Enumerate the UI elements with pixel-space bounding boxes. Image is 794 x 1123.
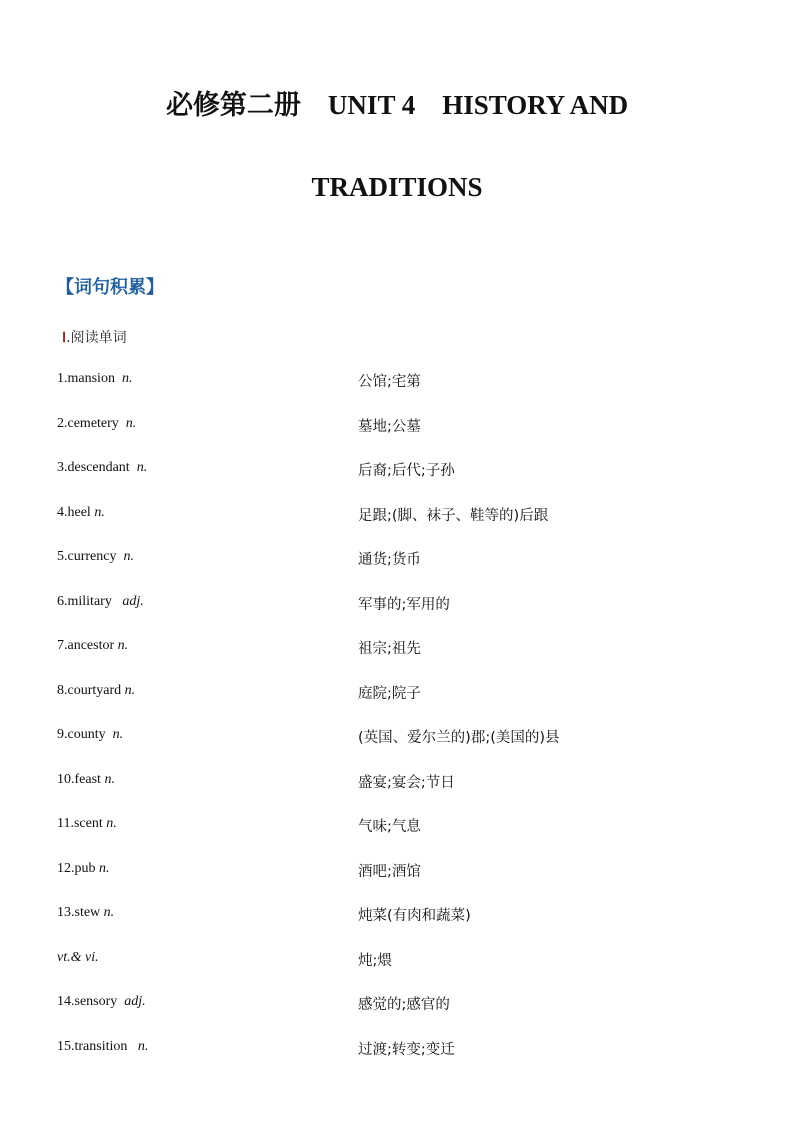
vocab-row: [0, 632, 794, 677]
vocab-row: [0, 944, 794, 989]
vocab-pos: n.: [123, 549, 134, 564]
vocab-row: [0, 766, 794, 811]
vocab-term: [57, 994, 146, 1010]
vocab-row: [0, 810, 794, 855]
vocab-pos: n.: [104, 771, 115, 787]
vocab-row: [0, 899, 794, 944]
vocab-term: [57, 594, 144, 610]
vocab-term: [57, 905, 114, 921]
vocab-term: [57, 638, 128, 654]
vocab-pos: n.: [117, 638, 129, 653]
vocab-meaning: 炖菜(有肉和蔬菜): [358, 908, 471, 924]
vocab-pos: n.: [121, 371, 133, 386]
subsection-heading: [62, 327, 127, 347]
vocab-pos: adj.: [122, 593, 144, 609]
vocab-pos: n.: [99, 860, 110, 876]
vocab-word: 2.cemetery: [57, 415, 126, 431]
vocab-meaning: 过渡;转变;变迁: [358, 1041, 455, 1058]
vocab-term: [57, 861, 110, 877]
vocab-pos: n.: [124, 682, 136, 698]
vocab-word: 13.stew: [57, 905, 104, 920]
vocab-pos: n.: [103, 905, 115, 920]
vocab-meaning: 感觉的;感官的: [358, 997, 450, 1013]
vocab-meaning: 通货;货币: [358, 552, 421, 568]
page-title-line-1: 必修第二册 UNIT 4 HISTORY AND: [165, 90, 629, 120]
vocab-row: [0, 988, 794, 1033]
vocab-meaning: (英国、爱尔兰的)郡;(美国的)县: [358, 730, 560, 746]
vocab-term: [57, 816, 117, 832]
vocab-term: [57, 950, 99, 966]
vocab-row: [0, 855, 794, 900]
vocab-row: [0, 543, 794, 588]
vocab-pos: n.: [94, 504, 105, 520]
page-title-line-2: TRADITIONS: [311, 172, 483, 202]
vocab-pos: n.: [136, 460, 148, 475]
vocab-meaning: 墓地;公墓: [358, 418, 421, 435]
vocab-word: 12.pub: [57, 860, 99, 876]
vocab-row: [0, 677, 794, 722]
vocab-word: 8.courtyard: [57, 682, 125, 698]
vocab-meaning: 庭院;院子: [358, 685, 421, 702]
vocab-row: [0, 721, 794, 766]
vocab-term: [57, 683, 135, 699]
vocab-row: [0, 588, 794, 633]
vocab-term: [57, 1039, 148, 1055]
vocab-term: [57, 505, 105, 521]
vocab-meaning: 公馆;宅第: [358, 374, 421, 390]
section-heading: 【词句积累】: [56, 277, 164, 298]
vocab-term: [57, 549, 134, 565]
vocab-word: 14.sensory: [57, 994, 125, 1009]
vocab-meaning: 气味;气息: [358, 819, 421, 835]
vocab-word: 1.mansion: [57, 371, 122, 386]
vocab-pos: adj.: [124, 994, 146, 1009]
vocab-pos: n.: [137, 1038, 149, 1054]
vocab-row: [0, 1033, 794, 1078]
vocab-row: [0, 410, 794, 455]
vocab-term: [57, 727, 123, 743]
vocab-meaning: 后裔;后代;子孙: [358, 463, 455, 479]
vocab-meaning: 炖;煨: [358, 952, 392, 969]
vocab-word: 6.military: [57, 593, 123, 609]
vocab-word: 5.currency: [57, 549, 124, 564]
vocab-pos: vt.& vi.: [57, 949, 99, 965]
vocab-word: 10.feast: [57, 771, 105, 787]
vocab-meaning: 军事的;军用的: [358, 596, 450, 613]
vocab-term: [57, 460, 147, 476]
vocab-word: 9.county: [57, 727, 113, 742]
vocab-word: 15.transition: [57, 1038, 138, 1054]
vocab-word: 4.heel: [57, 504, 95, 520]
vocab-word: 7.ancestor: [57, 638, 118, 653]
vocab-meaning: 盛宴;宴会;节日: [358, 774, 455, 791]
vocab-row: [0, 365, 794, 410]
subsection-roman-numeral: Ⅰ: [62, 331, 67, 346]
vocab-term: [57, 371, 132, 387]
vocab-meaning: 酒吧;酒馆: [358, 863, 421, 880]
subsection-label: .阅读单词: [66, 330, 127, 346]
vocab-word: 3.descendant: [57, 460, 137, 475]
vocab-row: [0, 454, 794, 499]
vocab-term: [57, 772, 115, 788]
vocab-pos: n.: [112, 727, 124, 742]
vocab-row: [0, 499, 794, 544]
vocab-list: [0, 365, 794, 1077]
vocab-meaning: 祖宗;祖先: [358, 641, 421, 657]
vocab-word: 11.scent: [57, 816, 107, 831]
vocab-pos: n.: [125, 415, 137, 431]
vocab-pos: n.: [106, 816, 117, 831]
vocab-term: [57, 416, 136, 432]
vocab-meaning: 足跟;(脚、袜子、鞋等的)后跟: [358, 507, 549, 524]
